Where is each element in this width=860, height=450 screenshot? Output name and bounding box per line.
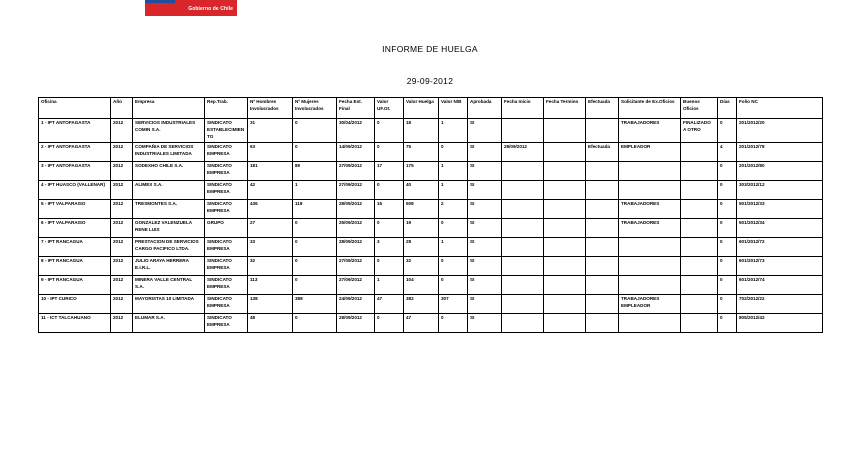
table-cell: 27/09/2012 [337, 161, 375, 180]
table-cell [586, 119, 619, 143]
table-cell: 47 [375, 294, 404, 313]
table-cell: SI [468, 294, 502, 313]
table-cell: SINDICATO EMPRESA [205, 313, 248, 332]
table-cell: 17 [375, 161, 404, 180]
table-cell: 388 [293, 294, 337, 313]
table-cell: 27 [248, 218, 293, 237]
table-cell: TRABAJADORES [619, 199, 681, 218]
table-cell: 0 [293, 256, 337, 275]
table-cell: 2012 [111, 142, 133, 161]
table-cell: 2012 [111, 275, 133, 294]
table-cell [544, 119, 586, 143]
table-cell: 1 [439, 119, 468, 143]
table-cell [586, 275, 619, 294]
table-cell: 1 [375, 275, 404, 294]
table-cell: 0 [375, 119, 404, 143]
table-cell: 113 [248, 275, 293, 294]
table-cell: 181 [248, 161, 293, 180]
table-cell: COMPAÑIA DE SERVICIOS INDUSTRIALES LIMITADA [133, 142, 205, 161]
table-cell [502, 218, 544, 237]
table-cell: 4 - IPT HUASCO (VALLENAR) [39, 180, 111, 199]
table-cell [681, 313, 718, 332]
table-cell: 508 [404, 199, 439, 218]
table-cell: 0 [375, 180, 404, 199]
table-cell: 0 [439, 313, 468, 332]
table-cell: 40 [404, 180, 439, 199]
column-header: Nº Hombres Involucrados [248, 98, 293, 119]
table-cell: SODEXHO CHILE S.A. [133, 161, 205, 180]
table-cell: SINDICATO EMPRESA [205, 142, 248, 161]
column-header: Fecha Termino [544, 98, 586, 119]
table-cell [586, 161, 619, 180]
table-cell: 27/09/2012 [337, 180, 375, 199]
table-cell: 4 [718, 142, 737, 161]
column-header: Nº Mujeres Involucrados [293, 98, 337, 119]
table-cell: 1 [439, 161, 468, 180]
table-cell: 25/09/2012 [337, 218, 375, 237]
table-cell: 9 - IPT RANCAGUA [39, 275, 111, 294]
table-cell: 0 [439, 275, 468, 294]
table-cell: Efectuada [586, 142, 619, 161]
table-cell [681, 199, 718, 218]
table-row [39, 119, 823, 143]
table-cell [502, 313, 544, 332]
table-cell: SI [468, 161, 502, 180]
table-cell: 0 [293, 142, 337, 161]
table-cell: TRABAJADORES [619, 218, 681, 237]
table-cell [502, 199, 544, 218]
table-cell [586, 256, 619, 275]
table-header [39, 98, 823, 119]
table-cell [586, 218, 619, 237]
table-cell: EMPLEADOR [619, 142, 681, 161]
table-cell: 0 [718, 237, 737, 256]
table-cell: 28/09/2012 [337, 237, 375, 256]
table-cell [681, 161, 718, 180]
table-cell: 805/2012/42 [737, 313, 823, 332]
table-cell [544, 313, 586, 332]
table-cell: GONZALEZ VALENZUELA RENE LUIS [133, 218, 205, 237]
table-cell [681, 180, 718, 199]
table-cell: 501/2012/33 [737, 199, 823, 218]
table-cell: 601/2012/73 [737, 256, 823, 275]
table-cell: SI [468, 218, 502, 237]
table-cell [681, 256, 718, 275]
table-cell: 5 - IPT VALPARAISO [39, 199, 111, 218]
table-cell: 0 [375, 142, 404, 161]
column-header: Valor UF.Ot. [375, 98, 404, 119]
table-cell: 31 [248, 119, 293, 143]
table-cell [502, 237, 544, 256]
column-header: Efectuada [586, 98, 619, 119]
column-header: Empresa [133, 98, 205, 119]
table-cell: 702/2012/22 [737, 294, 823, 313]
table-row [39, 142, 823, 161]
gobierno-de-chile-logo [145, 0, 237, 16]
column-header: Días [718, 98, 737, 119]
table-cell [681, 275, 718, 294]
table-cell: 6 - IPT VALPARAISO [39, 218, 111, 237]
column-header: Rep.Trab. [205, 98, 248, 119]
table-cell [502, 256, 544, 275]
table-cell: SERVICIOS INDUSTRIALES COMIN S.A. [133, 119, 205, 143]
column-header: Fecha Inicio [502, 98, 544, 119]
table-cell: 2012 [111, 180, 133, 199]
table-cell: SI [468, 142, 502, 161]
table-cell [502, 119, 544, 143]
table-cell: 7 - IPT RANCAGUA [39, 237, 111, 256]
table-cell: 2012 [111, 313, 133, 332]
table-cell: 307 [439, 294, 468, 313]
table-cell [619, 256, 681, 275]
column-header: Aprobada [468, 98, 502, 119]
table-cell: 3 - IPT ANTOFAGASTA [39, 161, 111, 180]
table-cell: 2012 [111, 218, 133, 237]
table-row [39, 256, 823, 275]
table-cell: 601/2012/74 [737, 275, 823, 294]
table-cell: 0 [375, 256, 404, 275]
table-cell: 24/09/2012 [337, 294, 375, 313]
table-cell: SI [468, 199, 502, 218]
table-cell [544, 180, 586, 199]
table-cell [502, 294, 544, 313]
table-row [39, 180, 823, 199]
column-header: Folio NC [737, 98, 823, 119]
table-cell: 2 - IPT ANTOFAGASTA [39, 142, 111, 161]
table-cell: 0 [293, 237, 337, 256]
table-cell: JULIO ARAYA HERRERA E.I.R.L. [133, 256, 205, 275]
table-cell: 0 [375, 218, 404, 237]
table-cell: SINDICATO ESTABLECIMIENTO [205, 119, 248, 143]
table-cell: GRUPO [205, 218, 248, 237]
table-cell [586, 237, 619, 256]
table-cell [619, 237, 681, 256]
table-row [39, 237, 823, 256]
table-cell [544, 256, 586, 275]
table-cell: 436 [248, 199, 293, 218]
table-cell: 33 [248, 237, 293, 256]
table-cell: 0 [718, 199, 737, 218]
table-cell: 2 [439, 199, 468, 218]
table-cell: 0 [718, 294, 737, 313]
table-cell: 14/09/2012 [337, 142, 375, 161]
table-cell [544, 294, 586, 313]
table-cell: SINDICATO EMPRESA [205, 180, 248, 199]
table-cell: 0 [718, 313, 737, 332]
column-header: Valor N/B [439, 98, 468, 119]
table-cell: SI [468, 275, 502, 294]
table-cell: 28 [404, 237, 439, 256]
table-cell: PRESTACION DE SERVICIOS CARGO PACIFICO LTDA. [133, 237, 205, 256]
column-header: Oficina [39, 98, 111, 119]
table-cell: 32 [248, 256, 293, 275]
table-cell: 89 [293, 161, 337, 180]
table-cell: 75 [404, 142, 439, 161]
table-cell [586, 199, 619, 218]
table-cell [681, 218, 718, 237]
table-cell: TRESMONTES S.A. [133, 199, 205, 218]
table-cell [619, 180, 681, 199]
table-cell: 48 [248, 313, 293, 332]
table-cell: 30/04/2012 [337, 119, 375, 143]
column-header: Solicitante de Ex.Oficios [619, 98, 681, 119]
table-cell: 0 [718, 256, 737, 275]
table-cell: 27/09/2012 [337, 256, 375, 275]
table-cell: 1 [439, 237, 468, 256]
table-cell [544, 237, 586, 256]
table-cell [502, 275, 544, 294]
table-cell: ELUMAR S.A. [133, 313, 205, 332]
table-cell: 27/09/2012 [337, 275, 375, 294]
table-cell: MAYORISTAS 10 LIMITADA [133, 294, 205, 313]
table-cell: 0 [293, 218, 337, 237]
table-cell: 138 [248, 294, 293, 313]
table-cell: 2012 [111, 161, 133, 180]
table-cell [586, 180, 619, 199]
table-cell: 0 [439, 218, 468, 237]
column-header: Fecha Est. Final [337, 98, 375, 119]
table-row [39, 275, 823, 294]
table-cell: SI [468, 180, 502, 199]
table-cell: 1 [293, 180, 337, 199]
table-cell [544, 161, 586, 180]
column-header: Valor Huelga [404, 98, 439, 119]
table-cell: 0 [293, 119, 337, 143]
table-cell: 0 [439, 256, 468, 275]
table-cell: 0 [718, 275, 737, 294]
logo-wordmark: Gobierno de Chile [145, 3, 237, 16]
table-cell: 201/2012/20 [737, 119, 823, 143]
table-row [39, 294, 823, 313]
table-cell: SI [468, 119, 502, 143]
table-cell: 201/2012/78 [737, 142, 823, 161]
table-cell: 501/2012/34 [737, 218, 823, 237]
table-cell: 0 [293, 313, 337, 332]
table-cell [681, 237, 718, 256]
table-cell: TRABAJADORES [619, 119, 681, 143]
table-cell: 0 [718, 119, 737, 143]
table-cell: SI [468, 237, 502, 256]
table-cell: 2012 [111, 256, 133, 275]
table-cell: 175 [404, 161, 439, 180]
table-cell: 47 [404, 313, 439, 332]
table-cell: SINDICATO EMPRESA [205, 256, 248, 275]
table-cell [619, 275, 681, 294]
strike-report-table [38, 97, 823, 333]
table-cell: 15 [375, 199, 404, 218]
table-cell: 601/2012/72 [737, 237, 823, 256]
table-cell [544, 142, 586, 161]
table-cell: 0 [718, 218, 737, 237]
table-cell: 2012 [111, 119, 133, 143]
table-cell: FINALIZADO A OTRO [681, 119, 718, 143]
table-cell [502, 180, 544, 199]
column-header: Año [111, 98, 133, 119]
table-cell [586, 294, 619, 313]
table-cell: 63 [248, 142, 293, 161]
table-cell: 10 - IPT CURICO [39, 294, 111, 313]
table-row [39, 218, 823, 237]
table-cell: 118 [293, 199, 337, 218]
table-cell: SINDICATO EMPRESA [205, 161, 248, 180]
table-cell: 382 [404, 294, 439, 313]
header-row [39, 98, 823, 119]
table-cell: 0 [375, 313, 404, 332]
table-cell [544, 218, 586, 237]
table-cell [544, 199, 586, 218]
table-cell: 42 [248, 180, 293, 199]
table-cell [586, 313, 619, 332]
table-row [39, 313, 823, 332]
report-date: 29-09-2012 [406, 76, 454, 86]
table-cell: 19 [404, 218, 439, 237]
table-cell: 1 [439, 180, 468, 199]
table-row [39, 161, 823, 180]
table-cell [502, 161, 544, 180]
table-cell: 0 [293, 275, 337, 294]
table-cell: SINDICATO EMPRESA [205, 237, 248, 256]
table-cell: SINDICATO EMPRESA [205, 294, 248, 313]
table-cell: 3 [375, 237, 404, 256]
table-cell: SI [468, 256, 502, 275]
column-header: Buenos Oficios [681, 98, 718, 119]
table-cell [681, 142, 718, 161]
table-cell: 18 [404, 119, 439, 143]
table-cell: 32 [404, 256, 439, 275]
table-cell: SINDICATO EMPRESA [205, 199, 248, 218]
table-cell: 303/2012/12 [737, 180, 823, 199]
table-cell: 0 [718, 161, 737, 180]
table-cell: 2012 [111, 237, 133, 256]
report-title: INFORME DE HUELGA [382, 44, 478, 54]
table-cell [619, 161, 681, 180]
table-cell: 11 - ICT TALCAHUANO [39, 313, 111, 332]
table-cell: 1 - IPT ANTOFAGASTA [39, 119, 111, 143]
table-cell [544, 275, 586, 294]
table-cell: 28/09/2012 [337, 199, 375, 218]
table-body [39, 119, 823, 333]
table-cell: 0 [718, 180, 737, 199]
table-cell [619, 313, 681, 332]
table-cell: MINERA VALLE CENTRAL S.A. [133, 275, 205, 294]
table-cell: SI [468, 313, 502, 332]
table-cell: 2012 [111, 199, 133, 218]
table-cell: ALIMEX S.A. [133, 180, 205, 199]
table-cell: 104 [404, 275, 439, 294]
table-cell: SINDICATO EMPRESA [205, 275, 248, 294]
table-cell [681, 294, 718, 313]
table-cell: 201/2012/80 [737, 161, 823, 180]
table-cell: 28/09/2012 [502, 142, 544, 161]
table-cell: 0 [439, 142, 468, 161]
table-cell: 28/09/2012 [337, 313, 375, 332]
table-row [39, 199, 823, 218]
table-cell: TRABAJADORES EMPLEADOR [619, 294, 681, 313]
table-cell: 2012 [111, 294, 133, 313]
table-cell: 8 - IPT RANCAGUA [39, 256, 111, 275]
